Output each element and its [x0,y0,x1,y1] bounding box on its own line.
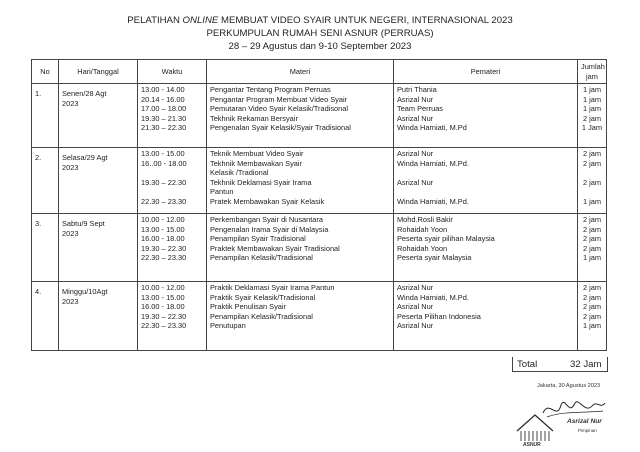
row-times-line: 17.00 – 18.00 [141,104,187,114]
row-hours-line: 1 jam [582,104,602,114]
row-speakers-line: Rohaidah Yoon [397,243,448,253]
row-speakers-line: Peserta syair pilihan Malaysia [397,234,495,244]
row-hours [578,84,607,148]
row-times-line: 21.30 – 22.30 [141,123,187,133]
row-materials-line: Pantun [210,187,234,197]
row-times-line: 22.30 – 23.30 [141,321,187,331]
row-times [138,84,207,148]
row-speakers-line: Winda Harniati, M.Pd. [397,292,469,302]
row-materials-line: Kelasik /Tradional [210,168,269,178]
row-hours-line [581,187,603,197]
row-materials-line: Penampilan Syair Tradisional [210,234,306,244]
row-day-line: 2023 [62,162,79,172]
row-speakers-line: Asrizal Nur [397,149,434,158]
row-times-line: 13.00 - 15.00 [141,292,185,302]
row-times-line: 22.30 – 23.30 [141,253,187,263]
logo-text: ASNUR [523,442,541,447]
row-times-line [141,168,203,178]
row-hours-line: 2 jam [582,224,602,234]
table-row [32,148,607,214]
row-hours-line: 2 jam [582,302,602,312]
col-material: Materi [207,60,394,84]
row-hours-line: 1 jam [582,94,602,104]
row-day-line: Selasa/29 Agt [62,153,108,162]
row-materials-line: Tekhnik Rekaman Bersyair [210,113,298,123]
row-hours-line: 2 jam [582,311,602,321]
row-speakers-line: Mohd.Rosli Bakir [397,215,453,224]
row-materials-line: Praktik Deklamasi Syair Irama Pantun [210,283,335,292]
schedule-table [31,59,607,351]
row-speakers-line: Asrizal Nur [397,113,434,123]
row-materials-line: Penampilan Kelasik/Tradisional [210,253,313,263]
row-speakers-line: Asrizal Nur [397,283,434,292]
row-times-line: 19.30 – 22.30 [141,243,187,253]
row-day-line: 2023 [62,296,79,306]
row-speakers-line: Asrizal Nur [397,177,434,187]
row-times-line: 19.30 – 22.30 [141,177,187,187]
row-day-line: Sabtu/9 Sept [62,219,105,228]
row-hours-line: 2 jam [582,149,602,158]
row-speakers-line: Asrizal Nur [397,94,434,104]
row-materials-line: Perkembangan Syair di Nusantara [210,215,323,224]
row-speakers [394,214,578,282]
row-times-line [141,187,203,197]
row-materials-line: Praktik Penulisan Syair [210,302,286,312]
col-day: Hari/Tanggal [59,60,138,84]
row-speakers-line [397,187,574,197]
row-speakers-line [397,168,574,178]
row-day [59,214,138,282]
row-day [59,282,138,351]
row-hours-line: 2 jam [582,234,602,244]
row-materials-line: Pemutaran Video Syair Kelasik/Tradisonal [210,104,349,114]
row-speakers-line: Peserta Pilihan Indonesia [397,311,481,321]
date-range-line: 28 – 29 Agustus dan 9-10 September 2023 [228,41,412,52]
row-hours-line: 2 jam [582,243,602,253]
row-materials-line: Tekhnik Membawakan Syair [210,158,303,168]
total-value: 32 Jam [570,359,602,370]
row-speakers-line: Winda Harniati, M.Pd [397,123,467,133]
row-day-line: 2023 [62,98,79,108]
row-materials-line: Teknik Membuat Video Syair [210,149,304,158]
document-title: PELATIHAN ONLINE MEMBUAT VIDEO SYAIR UNTUK NEGERI, INTERNASIONAL 2023 [127,15,513,26]
row-hours-line [581,168,603,178]
row-hours-line: 1 jam [582,321,602,331]
row-speakers-line: Asrizal Nur [397,321,434,331]
row-number: 1. [32,84,59,148]
row-speakers-line: Winda Harniati, M.Pd. [397,158,469,168]
row-times-line: 13.00 - 15.00 [141,224,185,234]
row-materials-line: Penutupan [210,321,246,331]
row-day [59,148,138,214]
row-speakers-line: Team Perruas [397,104,444,114]
signer-role: Pimpinan [578,428,597,433]
row-day-line: 2023 [62,228,79,238]
row-number: 2. [32,148,59,214]
row-speakers-line: Putri Thania [397,85,437,94]
row-materials-line: Pengantar Program Membuat Video Syair [210,94,348,104]
row-times-line: 19.30 – 21.30 [141,113,187,123]
total-label: Total [517,359,538,370]
place-date: Jakarta, 30 Agustus 2023 [537,383,601,389]
row-materials [207,84,394,148]
row-speakers-line: Rohaidah Yoon [397,224,448,234]
row-times-line: 10.00 - 12.00 [141,283,185,292]
row-speakers-line: Winda Harniati, M.Pd. [397,196,469,206]
row-hours-line: 2 jam [582,113,602,123]
row-speakers [394,148,578,214]
row-times-line: 19.30 – 22.30 [141,311,187,321]
row-hours-line: 2 jam [582,283,602,292]
row-hours [578,148,607,214]
row-times-line: 16.00 - 18.00 [141,302,185,312]
row-speakers-line: Asrizal Nur [397,302,434,312]
row-materials-line: Pengenalan Syair Kelasik/Syair Tradisional [210,123,351,133]
row-materials-line: Pratek Membawakan Syair Kelasik [210,196,325,206]
row-speakers [394,282,578,351]
row-hours-line: 2 jam [582,177,602,187]
row-materials [207,282,394,351]
row-hours-line: 1 jam [582,253,602,263]
row-day [59,84,138,148]
row-hours-line: 1 jam [582,196,602,206]
row-number: 3. [32,214,59,282]
row-hours-line: 1 jam [582,85,602,94]
col-no: No [32,60,59,84]
row-materials-line: Tekhnik Deklamasi Syair Irama [210,177,312,187]
row-materials-line: Pengenalan Irama Syair di Malaysia [210,224,329,234]
row-times [138,282,207,351]
col-speaker: Pemateri [394,60,578,84]
row-materials [207,214,394,282]
row-times-line: 16..00 - 18.00 [141,158,187,168]
row-day-line: Minggu/10Agt [62,287,108,296]
col-time: Waktu [138,60,207,84]
row-materials-line: Praktik Syair Kelasik/Tradisional [210,292,316,302]
row-materials-line: Pengantar Tentang Program Perruas [210,85,331,94]
row-day-line: Senen/28 Agt [62,89,107,98]
row-number: 4. [32,282,59,351]
table-row [32,84,607,148]
row-speakers [394,84,578,148]
table-row [32,282,607,351]
row-times-line: 16.00 - 18.00 [141,234,185,244]
row-materials-line: Praktek Membawakan Syair Tradisional [210,243,340,253]
row-times-line: 22.30 – 23.30 [141,196,187,206]
row-speakers-line: Peserta syair Malaysia [397,253,472,263]
row-times [138,214,207,282]
row-hours-line: 2 jam [582,292,602,302]
row-materials [207,148,394,214]
row-times [138,148,207,214]
signer-name: Asrizal Nur [567,418,602,425]
row-times-line: 20.14 - 16.00 [141,94,185,104]
organizer-line: PERKUMPULAN RUMAH SENI ASNUR (PERRUAS) [206,28,434,39]
row-materials-line: Penampilan Kelasik/Tradisional [210,311,313,321]
col-hours: Jumlah jam [578,60,607,84]
row-times-line: 13.00 - 15.00 [141,149,185,158]
row-hours-line: 2 jam [582,215,602,224]
row-hours [578,282,607,351]
row-hours-line: 2 jam [582,158,602,168]
row-hours-line: 1 Jam [581,123,603,133]
row-hours [578,214,607,282]
row-times-line: 10.00 - 12.00 [141,215,185,224]
table-row [32,214,607,282]
row-times-line: 13.00 - 14.00 [141,85,185,94]
